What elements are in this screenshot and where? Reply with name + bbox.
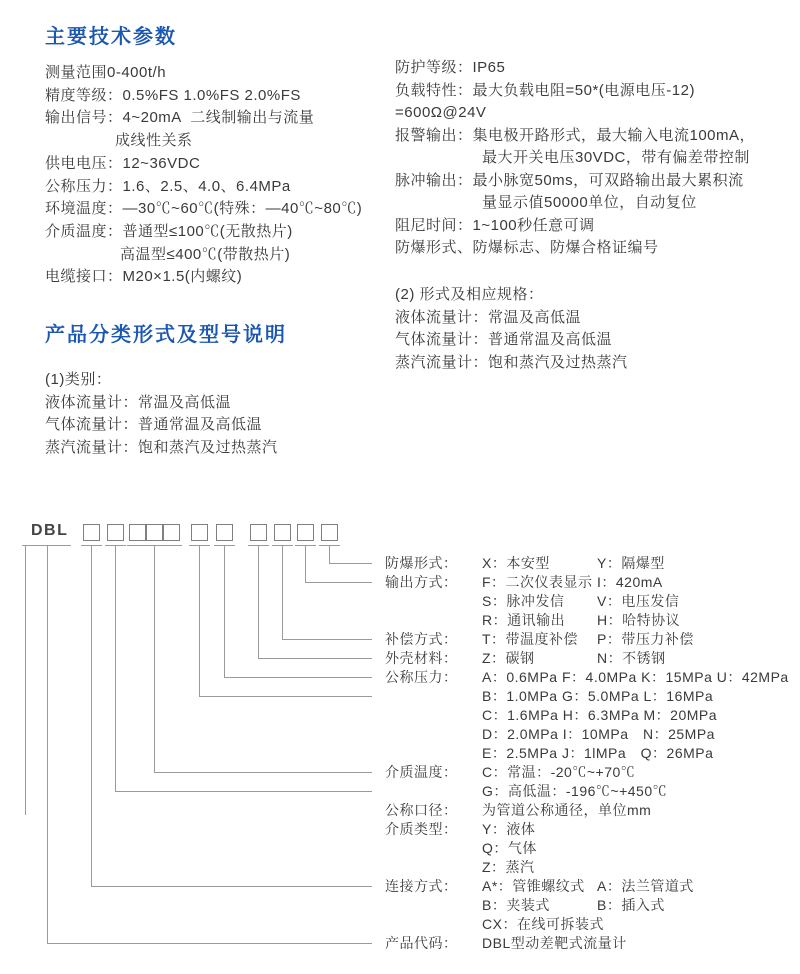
stray-vertical-line — [25, 546, 26, 815]
connector-lead-line — [305, 582, 372, 583]
model-field-row — [385, 839, 789, 858]
spec-line: 介质温度：普通型≤100℃(无散热片) — [45, 222, 293, 240]
spec-line: 输出信号：4~20mA 二线制输出与流量 — [45, 109, 315, 127]
category-line: 液体流量计：常温及高低温 — [45, 393, 232, 411]
model-field-row — [385, 554, 789, 573]
model-field-list — [385, 554, 789, 953]
model-field-value: DBL型动差靶式流量计 — [482, 935, 627, 951]
spec-line: 电缆接口：M20×1.5(内螺纹) — [45, 268, 243, 286]
model-field-value: B：夹装式 — [482, 897, 550, 913]
forms-line: 蒸汽流量计：饱和蒸汽及过热蒸汽 — [395, 353, 628, 371]
model-field-value: R：通讯输出 — [482, 612, 566, 628]
model-field-row — [385, 744, 789, 763]
model-code-box — [83, 524, 100, 541]
model-field-value: 为管道公称通径，单位mm — [482, 802, 652, 818]
model-field-row — [385, 763, 789, 782]
model-field-row — [385, 630, 789, 649]
model-field-row — [385, 801, 789, 820]
model-field-value: A：0.6MPa F：4.0MPa K：15MPa U：42MPa — [482, 669, 789, 685]
model-field-label: 公称压力： — [385, 669, 458, 685]
model-code-box — [129, 524, 146, 541]
model-field-row — [385, 782, 789, 801]
model-field-label: 外壳材料： — [385, 650, 458, 666]
model-field-row — [385, 820, 789, 839]
model-code-box — [107, 524, 124, 541]
model-field-row — [385, 934, 789, 953]
model-field-value: T：带温度补偿 — [482, 631, 579, 647]
model-field-value: X：本安型 — [482, 555, 550, 571]
forms-line: 液体流量计：常温及高低温 — [395, 308, 582, 326]
forms-block — [395, 284, 628, 374]
category-line: 气体流量计：普通常温及高低温 — [45, 416, 263, 433]
spec-line: 脉冲输出：最小脉宽50ms，可双路输出最大累积流 — [395, 171, 744, 189]
forms-line: 气体流量计：普通常温及高低温 — [395, 331, 613, 348]
model-field-value: S：脉冲发信 — [482, 593, 565, 609]
spec-line: 供电电压：12~36VDC — [45, 154, 201, 172]
model-field-label: 介质类型： — [385, 821, 458, 837]
spec-line: 成线性关系 — [115, 132, 193, 150]
connector-drop-line — [47, 546, 48, 943]
connector-drop-line — [329, 546, 330, 563]
model-field-value: V：电压发信 — [597, 593, 680, 609]
model-field-value: Q：气体 — [482, 840, 537, 856]
model-field-value: CX：在线可拆装式 — [482, 916, 604, 932]
model-field-row — [385, 592, 789, 611]
section-heading-tech-params: 主要技术参数 — [45, 26, 177, 48]
spec-line: 防爆形式、防爆标志、防爆合格证编号 — [395, 239, 659, 256]
model-code-box — [321, 524, 338, 541]
connector-lead-line — [115, 791, 372, 792]
model-field-value: I：420mA — [597, 574, 663, 590]
model-code-box — [163, 524, 180, 541]
connector-drop-line — [91, 546, 92, 886]
model-code-box — [146, 524, 163, 541]
model-code-box — [274, 524, 291, 541]
category-line: 蒸汽流量计：饱和蒸汽及过热蒸汽 — [45, 438, 278, 456]
connector-lead-line — [224, 677, 372, 678]
model-field-value: D：2.0MPa I：10MPa N：25MPa — [482, 726, 715, 742]
tech-right-column — [395, 57, 755, 260]
model-code-box — [250, 524, 267, 541]
spec-line: 环境温度：—30℃~60℃(特殊：—40℃~80℃) — [45, 200, 363, 218]
connector-drop-line — [258, 546, 259, 658]
spec-line: =600Ω@24V — [395, 104, 487, 121]
model-field-row — [385, 573, 789, 592]
spec-line: 报警输出：集电极开路形式，最大输入电流100mA， — [395, 126, 756, 144]
model-code-box — [216, 524, 233, 541]
model-field-row — [385, 706, 789, 725]
connector-drop-line — [199, 546, 200, 696]
model-field-value: C：常温：-20℃~+70℃ — [482, 764, 636, 780]
model-field-value: A*：管锥螺纹式 — [482, 878, 585, 894]
model-field-label: 连接方式： — [385, 878, 458, 894]
tech-left-column — [45, 62, 362, 289]
model-field-value: N：不锈钢 — [597, 650, 666, 666]
connector-drop-line — [282, 546, 283, 639]
model-field-label: 防爆形式： — [385, 555, 458, 571]
model-field-label: 补偿方式： — [385, 631, 458, 647]
model-field-value: F：二次仪表显示 — [482, 574, 593, 590]
model-field-row — [385, 611, 789, 630]
spec-line: 量显示值50000单位，自动复位 — [482, 194, 697, 211]
spec-line: 测量范围0-400t/h — [45, 64, 167, 81]
connector-lead-line — [154, 772, 372, 773]
model-field-value: Z：蒸汽 — [482, 859, 535, 875]
connector-drop-line — [115, 546, 116, 791]
model-field-value: Y：液体 — [482, 821, 536, 837]
spec-line: 阻尼时间：1~100秒任意可调 — [395, 216, 595, 234]
spec-line: 精度等级：0.5%FS 1.0%FS 2.0%FS — [45, 86, 301, 104]
model-code-box — [191, 524, 208, 541]
connector-lead-line — [91, 886, 372, 887]
model-field-value: H：哈特协议 — [597, 612, 681, 628]
model-code-box — [297, 524, 314, 541]
model-field-row — [385, 687, 789, 706]
model-field-value: Z：碳钢 — [482, 650, 535, 666]
model-field-value: A：法兰管道式 — [597, 878, 694, 894]
model-field-row — [385, 915, 789, 934]
model-field-label: 公称口径： — [385, 802, 458, 818]
category-line: (1)类别： — [45, 371, 112, 388]
model-field-row — [385, 877, 789, 896]
forms-line: (2) 形式及相应规格： — [395, 286, 544, 303]
model-field-row — [385, 668, 789, 687]
spec-line: 高温型≤400℃(带散热片) — [120, 245, 291, 263]
model-field-value: E：2.5MPa J：1lMPa Q：26MPa — [482, 745, 714, 761]
model-field-label: 输出方式： — [385, 574, 458, 590]
connector-drop-line — [224, 546, 225, 677]
model-field-value: B：1.0MPa G：5.0MPa L：16MPa — [482, 688, 714, 704]
model-field-value: Y：隔爆型 — [597, 555, 665, 571]
spec-line: 最大开关电压30VDC，带有偏差带控制 — [482, 149, 750, 166]
spec-line: 负载特性：最大负载电阻=50*(电源电压-12) — [395, 81, 695, 99]
model-field-value: B：插入式 — [597, 897, 665, 913]
model-field-label: 介质温度： — [385, 764, 458, 780]
section-heading-model-description: 产品分类形式及型号说明 — [45, 324, 287, 346]
model-field-row — [385, 649, 789, 668]
model-field-row — [385, 725, 789, 744]
connector-lead-line — [282, 639, 372, 640]
connector-lead-line — [47, 943, 372, 944]
spec-line: 公称压力：1.6、2.5、4.0、6.4MPa — [45, 177, 291, 195]
model-field-row — [385, 858, 789, 877]
model-field-value: C：1.6MPa H：6.3MPa M：20MPa — [482, 707, 718, 723]
connector-drop-line — [305, 546, 306, 582]
connector-lead-line — [329, 563, 372, 564]
model-field-row — [385, 896, 789, 915]
category-block — [45, 369, 278, 459]
connector-lead-line — [199, 696, 372, 697]
model-field-value: P：带压力补偿 — [597, 631, 694, 647]
model-field-value: G：高低温：-196℃~+450℃ — [482, 783, 668, 799]
model-field-label: 产品代码： — [385, 935, 458, 951]
connector-lead-line — [258, 658, 372, 659]
model-prefix-text: DBL — [31, 522, 69, 539]
connector-drop-line — [154, 546, 155, 772]
spec-line: 防护等级：IP65 — [395, 59, 506, 76]
